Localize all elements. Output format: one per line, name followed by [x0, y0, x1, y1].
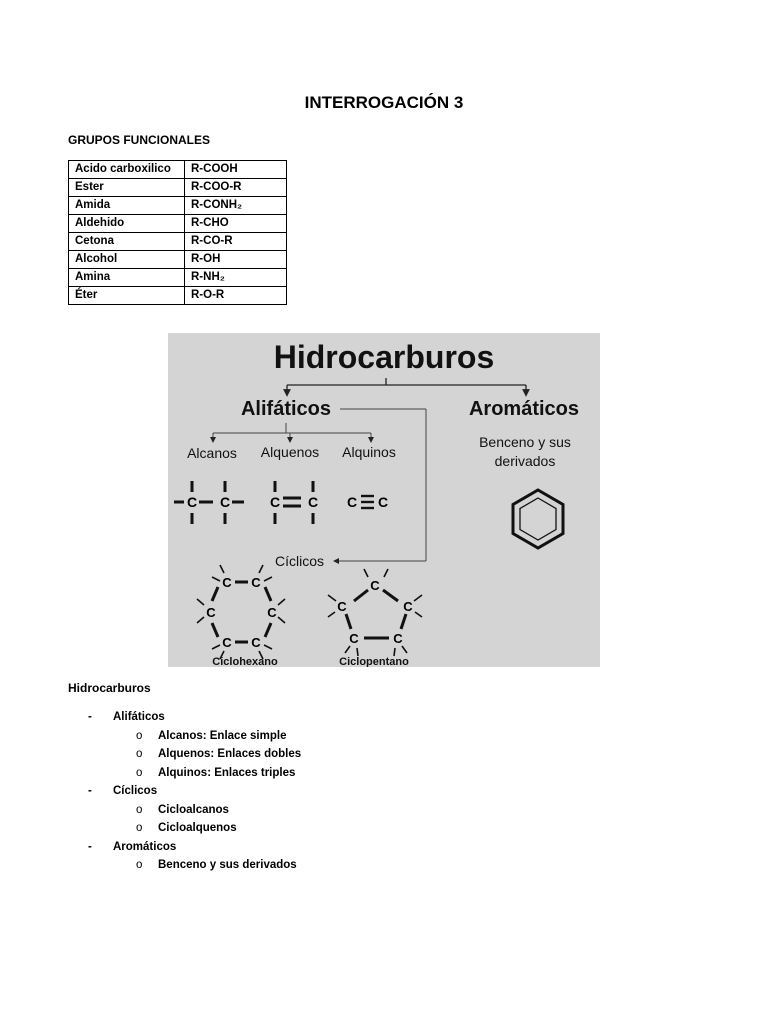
circle-bullet: o [136, 766, 143, 779]
table-row [69, 161, 287, 179]
cyclohexane-structure [197, 565, 285, 667]
cyclohexane-carbon-2: C [251, 575, 261, 590]
cyclopentane-carbon-2: C [403, 599, 413, 614]
sub-list [88, 727, 301, 783]
sub-list-item-label: Cicloalcanos [158, 803, 229, 816]
dash-bullet: - [88, 840, 92, 853]
diagram-title: Hidrocarburos [273, 339, 495, 375]
aromatic-label: Aromáticos [468, 398, 580, 420]
sub-list-item [136, 727, 301, 746]
sub-list [88, 856, 301, 875]
alkynes-label: Alquinos [342, 444, 396, 460]
group-formula-cell: R-CHO [185, 215, 287, 233]
sub-list-item [136, 819, 301, 838]
sub-list-item [136, 856, 301, 875]
benzene-ring [513, 490, 563, 548]
aliphatic-label: Alifáticos [240, 398, 332, 420]
group-name-cell: Éter [69, 287, 185, 305]
page-title: INTERROGACIÓN 3 [304, 93, 464, 112]
aromatic-description-line1: Benceno y sus [479, 434, 571, 450]
group-name-cell: Aldehido [69, 215, 185, 233]
alkane-carbon-1: C [186, 494, 198, 510]
table-row [69, 269, 287, 287]
circle-bullet: o [136, 748, 143, 760]
table-row [69, 287, 287, 305]
sub-list-item-label: Alcanos: Enlace simple [158, 729, 287, 742]
alkyne-carbon-2: C [377, 494, 389, 510]
cyclopentane-structure [328, 569, 422, 667]
list-item [88, 708, 301, 782]
list-item [88, 782, 301, 838]
cyclic-connector [336, 409, 426, 561]
alkyne-carbon-1: C [346, 494, 358, 510]
group-formula-cell: R-NH₂ [185, 269, 287, 287]
cyclopentane-carbon-1: C [370, 578, 380, 593]
alkanes-label: Alcanos [187, 445, 237, 461]
circle-bullet: o [136, 803, 143, 816]
top-connector [287, 378, 526, 393]
alkene-structure [270, 481, 318, 524]
alkenes-label: Alquenos [260, 444, 320, 460]
group-name-cell: Alcohol [69, 251, 185, 269]
group-name-cell: Amina [69, 269, 185, 287]
table-row [69, 233, 287, 251]
cyclic-label: Cíclicos [275, 553, 325, 569]
hydrocarbons-diagram [168, 333, 600, 667]
cyclopentane-carbon-5: C [337, 599, 347, 614]
list-item-label: Alifáticos [113, 711, 165, 723]
cyclohexane-carbon-4: C [251, 635, 261, 650]
hydrocarbons-list-heading: Hidrocarburos [68, 681, 151, 695]
alkene-carbon-2: C [307, 494, 319, 510]
group-formula-cell: R-O-R [185, 287, 287, 305]
dash-bullet: - [88, 711, 92, 723]
sub-list-item-label: Alquinos: Enlaces triples [158, 766, 296, 779]
list-item-label: Aromáticos [113, 840, 177, 853]
table-row [69, 197, 287, 215]
group-name-cell: Amida [69, 197, 185, 215]
sub-list-item [136, 745, 301, 764]
alkane-structure [174, 481, 244, 524]
alkyne-structure [347, 494, 388, 510]
circle-bullet: o [136, 729, 143, 742]
functional-groups-heading: GRUPOS FUNCIONALES [68, 133, 211, 147]
table-row [69, 251, 287, 269]
group-formula-cell: R-CO-R [185, 233, 287, 251]
cyclopentane-carbon-4: C [349, 631, 359, 646]
sub-list [88, 801, 301, 838]
hydrocarbons-list [88, 708, 301, 875]
dash-bullet: - [88, 785, 92, 797]
sub-list-item [136, 801, 301, 820]
functional-groups-table [68, 160, 287, 305]
circle-bullet: o [136, 859, 143, 871]
group-formula-cell: R-CONH₂ [185, 197, 287, 215]
cyclohexane-label: Ciclohexano [212, 656, 278, 667]
aliphatic-connector [213, 423, 371, 440]
hydrocarbons-diagram-svg [168, 333, 600, 667]
cyclohexane-carbon-6: C [206, 605, 216, 620]
group-name-cell: Cetona [69, 233, 185, 251]
sub-list-item [136, 764, 301, 783]
group-name-cell: Ester [69, 179, 185, 197]
sub-list-item-label: Cicloalquenos [158, 822, 237, 834]
circle-bullet: o [136, 822, 143, 834]
cyclohexane-carbon-3: C [267, 605, 277, 620]
cyclopentane-carbon-3: C [393, 631, 403, 646]
table-row [69, 215, 287, 233]
group-name-cell: Acido carboxilico [69, 161, 185, 179]
list-item [88, 838, 301, 875]
group-formula-cell: R-OH [185, 251, 287, 269]
group-formula-cell: R-COO-R [185, 179, 287, 197]
table-row [69, 179, 287, 197]
alkane-carbon-2: C [219, 494, 231, 510]
cyclohexane-carbon-1: C [222, 575, 232, 590]
alkene-carbon-1: C [269, 494, 281, 510]
list-item-label: Cíclicos [113, 785, 158, 797]
cyclopentane-label: Ciclopentano [339, 656, 409, 667]
group-formula-cell: R-COOH [185, 161, 287, 179]
sub-list-item-label: Alquenos: Enlaces dobles [158, 748, 302, 760]
sub-list-item-label: Benceno y sus derivados [158, 859, 297, 871]
aromatic-description-line2: derivados [494, 453, 556, 469]
cyclohexane-carbon-5: C [222, 635, 232, 650]
